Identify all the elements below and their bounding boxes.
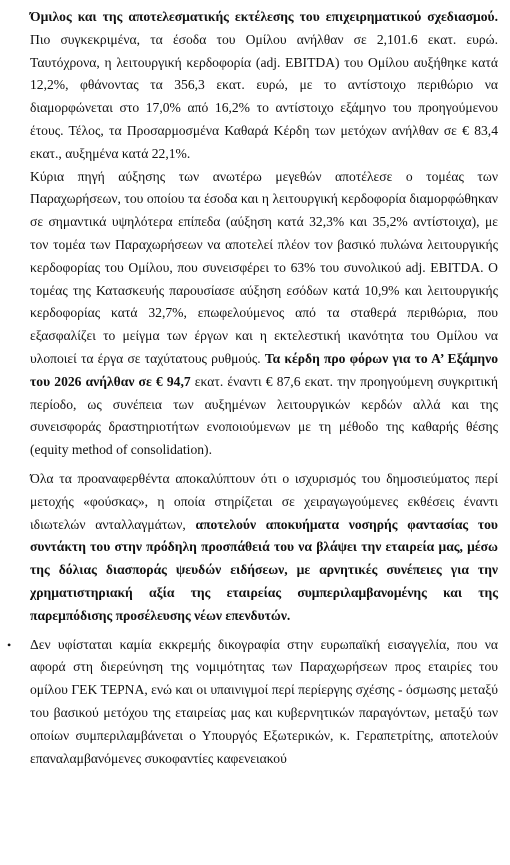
paragraph-segments-text-b: εκατ. έναντι € 87,6 εκατ. την προηγούμενη συγκριτική περίοδο, ως συνέπεια των αυξημένων λειτουργικών κερδών αλλά και της συνεισφοράς δραστηριοτήτων ενοποιούμενων με τη μέθοδο της καθαρής θέσης (equity method of consolidation). <box>30 373 498 458</box>
paragraph-segments-bold: Τα κέρδη προ φόρων για το Α’ Εξάμηνο του 2026 ανήλθαν σε € 94,7 <box>30 350 498 389</box>
paragraph-group-results <box>0 6 510 166</box>
bullet-icon: • <box>7 637 12 652</box>
paragraph-segments-text-a: Κύρια πηγή αύξησης των ανωτέρω μεγεθών αποτέλεσε ο τομέας των Παραχωρήσεων, του οποίου τα έσοδα και η λειτουργική κερδοφορία διαμορφώθηκαν σε σημαντικά υψηλότερα επίπεδα (αύξηση κατά 32,3% και 35,2% αντίστοιχα), με τον τομέα των Παραχωρήσεων να αποτελεί πλέον τον βασικό πυλώνα λειτουργικής κερδοφορίας του Ομίλου, που συνεισφέρει το 63% του συνολικού adj. EBITDA. Ο τομέας της Κατασκευής παρουσίασε αύξηση εσόδων κατά 10,9% και λειτουργικής κερδοφορίας κατά 32,7%, επωφελούμενος από τα σταθερά περιθώρια, που εξασφαλίζει το μείγμα των έργων και η εκτελεστική ικανότητα του Ομίλου να υλοποιεί τα έργα σε ταχύτατους ρυθμούς. <box>30 168 498 366</box>
paragraph-rebuttal-bold: αποτελούν αποκυήματα νοσηρής φαντασίας του συντάκτη του στην πρόδηλη προσπάθειά του να βλάψει την εταιρεία μας, μέσω της δόλιας διασποράς ψευδών ειδήσεων, με αρνητικές συνέπειες για την χρηματιστηριακή αξία της εταιρείας συμπεριλαμβανομένης και της παρεμπόδισης προσέλευσης νέων επενδυτών. <box>30 516 498 623</box>
document-page <box>0 6 510 770</box>
paragraph-rebuttal <box>0 468 510 628</box>
paragraph-rebuttal-text: Όλα τα προαναφερθέντα αποκαλύπτουν ότι ο ισχυρισμός του δημοσιεύματος περί μετοχής «φούσκας», η οποία στηρίζεται σε χειραγωγούμενες εκθέσεις έναντι ιδιωτελών ανταλλαγμάτων, <box>30 470 498 532</box>
bullet-text: Δεν υφίσταται καμία εκκρεμής δικογραφία στην ευρωπαϊκή εισαγγελία, που να αφορά στη διερεύνηση της νομιμότητας των Παραχωρήσεων προς εταιρίες του ομίλου ΓΕΚ ΤΕΡΝΑ, ενώ και οι υπαινιγμοί περί περίεργης σχέσης - όσμωσης μεταξύ του βασικού μετόχου της εταιρείας μας και κυβερνητικών παραγόντων, μεταξύ των οποίων συμπεριλαμβάνεται ο Υπουργός Εξωτερικών, κ. Γεραπετρίτης, αποτελούν επαναλαμβανόμενες συκοφαντίες καφενειακού <box>30 636 498 766</box>
paragraph-segments <box>0 166 510 462</box>
paragraph-bold-lead: Όμιλος και της αποτελεσματικής εκτέλεσης του επιχειρηματικού σχεδιασμού. <box>30 9 498 24</box>
paragraph-results-text: Πιο συγκεκριμένα, τα έσοδα του Ομίλου ανήλθαν σε 2,101.6 εκατ. ευρώ. Ταυτόχρονα, η λειτουργική κερδοφορία (adj. EBITDA) του Ομίλου αυξήθηκε κατά 12,2%, φθάνοντας τα 356,3 εκατ. ευρώ, με το αντίστοιχο περιθώριο να διαμορφώνεται στο 17,0% από 16,2% το αντίστοιχο εξάμηνο του προηγούμενου έτους. Τέλος, τα Προσαρμοσμένα Καθαρά Κέρδη των μετόχων ανήλθαν σε € 83,4 εκατ., αυξημένα κατά 22,1%. <box>30 31 498 161</box>
bullet-item <box>0 634 510 771</box>
